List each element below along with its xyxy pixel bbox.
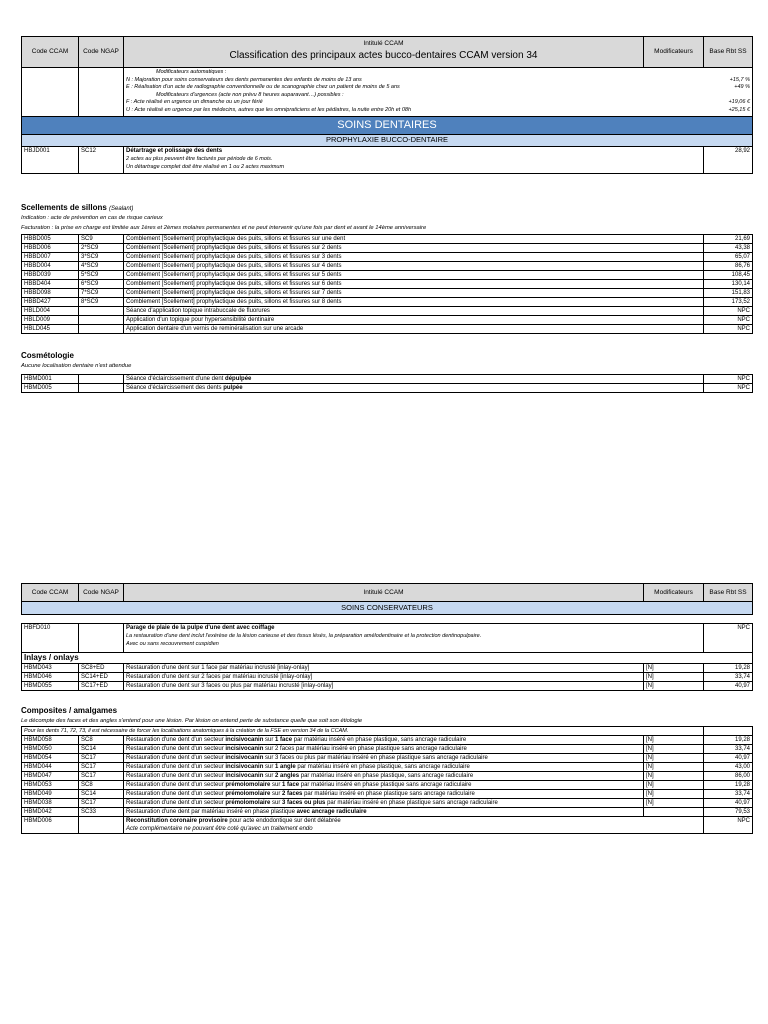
- code-ccam: HBMD046: [22, 673, 79, 682]
- code-ccam: HBMD054: [22, 754, 79, 763]
- intitule: Comblement [Scellement] prophylactique des puits, sillons et fissures sur 7 dents: [124, 289, 704, 298]
- code-ccam: HBBD427: [22, 298, 79, 307]
- code-ccam: HBLD045: [22, 325, 79, 334]
- page-title: Classification des principaux actes bucco-dentaires CCAM version 34: [229, 50, 538, 61]
- modificateur: [N]: [644, 772, 704, 781]
- table-row: [22, 799, 753, 808]
- base-value: 33,74: [704, 673, 753, 682]
- table-row: [22, 244, 753, 253]
- composites-note1: Le décompte des faces et des angles s'entend pour une lésion. Par lésion on entend perte de substance quelle que soit son étiologie: [21, 718, 363, 724]
- intitule: Comblement [Scellement] prophylactique des puits, sillons et fissures sur 5 dents: [124, 271, 704, 280]
- code-ccam: HBMD005: [22, 384, 79, 393]
- base-value: 108,45: [704, 271, 753, 280]
- composites-title: Composites / amalgames: [21, 706, 118, 715]
- code-ngap: SC17: [79, 754, 124, 763]
- code-ngap: 4*SC9: [79, 262, 124, 271]
- base-value: 19,28: [704, 664, 753, 673]
- intitule: Séance d'éclaircissement des dents pulpée: [124, 384, 704, 393]
- code-ngap: SC9: [79, 235, 124, 244]
- intitule: Restauration d'une dent d'un secteur incisivocanin sur 1 face par matériau inséré en phase plastique, sans ancrage radiculaire: [124, 736, 644, 745]
- scellements-facturation: Facturation : la prise en charge est limitée aux 1ères et 2èmes molaires permanentes et ne peut intervenir qu'une fois par dent et avant le 14ème anniversaire: [21, 225, 427, 231]
- modificateur: [N]: [644, 682, 704, 691]
- intitule: Restauration d'une dent d'un secteur incisivocanin sur 2 faces par matériau inséré en phase plastique sans ancrage radiculaire: [124, 745, 644, 754]
- col-modificateurs: Modificateurs: [644, 37, 704, 68]
- code-ngap: SC14: [79, 745, 124, 754]
- code-ngap: [79, 384, 124, 393]
- table-row: [22, 298, 753, 307]
- intitule: Comblement [Scellement] prophylactique des puits, sillons et fissures sur 6 dents: [124, 280, 704, 289]
- modificateur: [N]: [644, 736, 704, 745]
- base-value: 65,07: [704, 253, 753, 262]
- code-ngap: 6*SC9: [79, 280, 124, 289]
- scellements-table: [21, 234, 753, 334]
- code-ccam: HBBD004: [22, 262, 79, 271]
- intitule: Restauration d'une dent par matériau inséré en phase plastique avec ancrage radiculaire: [124, 808, 644, 817]
- base-value: 151,83: [704, 289, 753, 298]
- modificateur: [N]: [644, 754, 704, 763]
- base-value: 19,28: [704, 781, 753, 790]
- table-row: [22, 664, 753, 673]
- cosmetologie-note: Aucune localisation dentaire n'est attendue: [21, 363, 132, 369]
- code-ccam: HBMD058: [22, 736, 79, 745]
- base-value: 43,00: [704, 763, 753, 772]
- base-value: 33,74: [704, 745, 753, 754]
- table-row: [22, 375, 753, 384]
- scellements-title: Scellements de sillons (Sealant): [21, 203, 134, 212]
- code-ngap: [79, 375, 124, 384]
- intitule: Séance d'application topique intrabuccale de fluorures: [124, 307, 704, 316]
- code-ccam: HBMD053: [22, 781, 79, 790]
- intitule: Comblement [Scellement] prophylactique des puits, sillons et fissures sur 4 dents: [124, 262, 704, 271]
- base-value: NPC: [704, 375, 753, 384]
- table-row: [22, 808, 753, 817]
- table-row: [22, 772, 753, 781]
- modificateur: [644, 808, 704, 817]
- code-ngap: [79, 316, 124, 325]
- soins-dentaires-banner: SOINS DENTAIRES: [22, 116, 753, 134]
- scellements-indication: Indication : acte de prévention en cas de risque carieux: [21, 215, 163, 221]
- base-value: 40,97: [704, 799, 753, 808]
- intitule: Restauration d'une dent sur 1 face par matériau incrusté [inlay-onlay]: [124, 664, 644, 673]
- intitule: Séance d'éclaircissement d'une dent dépulpée: [124, 375, 704, 384]
- code-ccam: HBMD047: [22, 772, 79, 781]
- base-value: 86,76: [704, 262, 753, 271]
- code-ccam: HBBD098: [22, 289, 79, 298]
- modificateur: [N]: [644, 673, 704, 682]
- code-ngap: 3*SC9: [79, 253, 124, 262]
- intitule: Comblement [Scellement] prophylactique des puits, sillons et fissures sur une dent: [124, 235, 704, 244]
- code-ngap: SC14: [79, 790, 124, 799]
- base-value: 33,74: [704, 790, 753, 799]
- intitule: Restauration d'une dent sur 2 faces par matériau incrusté [inlay-onlay]: [124, 673, 644, 682]
- prophylaxie-banner: PROPHYLAXIE BUCCO-DENTAIRE: [22, 134, 753, 146]
- table-row: [22, 280, 753, 289]
- soins-conservateurs-banner: SOINS CONSERVATEURS: [22, 602, 753, 615]
- intitule: Restauration d'une dent d'un secteur prémolomolaire sur 3 faces ou plus par matériau inséré en phase plastique sans ancrage radiculaire: [124, 799, 644, 808]
- code-ngap: [79, 307, 124, 316]
- table-row: [22, 262, 753, 271]
- code-ccam: HBLD009: [22, 316, 79, 325]
- intitule: Application dentaire d'un vernis de reminéralisation sur une arcade: [124, 325, 704, 334]
- base-value: 173,52: [704, 298, 753, 307]
- modificateur: [N]: [644, 799, 704, 808]
- table-row: [22, 289, 753, 298]
- code-ngap: 5*SC9: [79, 271, 124, 280]
- modificateur: [N]: [644, 664, 704, 673]
- intitule: Restauration d'une dent d'un secteur prémolomolaire sur 2 faces par matériau inséré en phase plastique sans ancrage radiculaire: [124, 790, 644, 799]
- code-ccam: HBBD039: [22, 271, 79, 280]
- code-ngap: SC17: [79, 763, 124, 772]
- code-ngap: SC8+ED: [79, 664, 124, 673]
- table-row: [22, 235, 753, 244]
- table-row: [22, 790, 753, 799]
- base-value: 21,69: [704, 235, 753, 244]
- composites-note2: Pour les dents 71, 72, 73, il est nécessaire de forcer les localisations anatomiques à la création de la FSE en version 34 de la CCAM.: [22, 727, 704, 736]
- code-ccam: HBMD043: [22, 664, 79, 673]
- modificateur: [N]: [644, 790, 704, 799]
- intitule: Application d'un topique pour hypersensibilité dentinaire: [124, 316, 704, 325]
- code-ccam: HBBD006: [22, 244, 79, 253]
- modificateur: [N]: [644, 781, 704, 790]
- base-value: 79,53: [704, 808, 753, 817]
- intitule: Restauration d'une dent d'un secteur incisivocanin sur 1 angle par matériau inséré en phase plastique, sans ancrage radiculaire: [124, 763, 644, 772]
- main-table-bottom: Code CCAM Code NGAP Intitulé CCAM Modificateurs Base Rbt SS SOINS CONSERVATEURS HBFD010 Parage de plaie de la pulpe d'une dent avec coiffage La restauration d'une dent inclut l'exérèse de la lésion carieuse et des tissus lésés, la préparation amélodentinaire et la protection dentinopulpaire. Avec ou sans recouvrement cuspidien NPC Inlays / onlays HBMD043 SC8+ED Restauration d'une dent sur 1 face par matériau incrusté [inlay-onlay] [N] 19,28 HBMD046 SC14+ED Restauration d'une dent sur 2 faces par matériau incrusté [inlay-onlay] [N] 33,74 HBMD055 SC17+ED Restauration d'une dent sur 3 faces ou plus par matériau incrusté [inlay-onlay] [N] 40,97: [21, 583, 753, 691]
- modificateur: [N]: [644, 745, 704, 754]
- table-row: [22, 754, 753, 763]
- table-row: [22, 682, 753, 691]
- intitule: Comblement [Scellement] prophylactique des puits, sillons et fissures sur 2 dents: [124, 244, 704, 253]
- code-ngap: 7*SC9: [79, 289, 124, 298]
- intitule: Restauration d'une dent d'un secteur incisivocanin sur 2 angles par matériau inséré en phase plastique, sans ancrage radiculaire: [124, 772, 644, 781]
- table-row: [22, 316, 753, 325]
- table-row: HBMD006 Reconstitution coronaire provisoire pour acte endodontique sur dent délabrée Acte complémentaire ne pouvant être coté qu'avec un traitement endo NPC: [22, 817, 753, 834]
- base-value: 40,97: [704, 754, 753, 763]
- code-ccam: HBMD049: [22, 790, 79, 799]
- code-ngap: [79, 325, 124, 334]
- code-ccam: HBBD404: [22, 280, 79, 289]
- intitule: Restauration d'une dent sur 3 faces ou plus par matériau incrusté [inlay-onlay]: [124, 682, 644, 691]
- code-ccam: HBMD055: [22, 682, 79, 691]
- col-base-rbt: Base Rbt SS: [704, 37, 753, 68]
- code-ccam: HBBD005: [22, 235, 79, 244]
- modificateur: [N]: [644, 763, 704, 772]
- base-value: 19,28: [704, 736, 753, 745]
- composites-table: [21, 726, 753, 834]
- table-row: [22, 253, 753, 262]
- prophylaxie-row: HBJD001 SC12 Détartrage et polissage des dents 2 actes au plus peuvent être facturés par période de 6 mois. Un détartrage complet doit être réalisé en 1 ou 2 actes maximum 28,92: [22, 146, 753, 173]
- table-row: [22, 763, 753, 772]
- intitule: Comblement [Scellement] prophylactique des puits, sillons et fissures sur 8 dents: [124, 298, 704, 307]
- code-ngap: SC8: [79, 781, 124, 790]
- code-ccam: HBMD044: [22, 763, 79, 772]
- code-ngap: 2*SC9: [79, 244, 124, 253]
- intitule: Comblement [Scellement] prophylactique des puits, sillons et fissures sur 3 dents: [124, 253, 704, 262]
- code-ccam: HBMD042: [22, 808, 79, 817]
- code-ngap: SC17: [79, 772, 124, 781]
- code-ngap: SC14+ED: [79, 673, 124, 682]
- code-ngap: SC8: [79, 736, 124, 745]
- code-ccam: HBMD001: [22, 375, 79, 384]
- cosmetologie-title: Cosmétologie: [21, 351, 74, 360]
- intitule: Restauration d'une dent d'un secteur prémolomolaire sur 1 face par matériau inséré en phase plastique sans ancrage radiculaire: [124, 781, 644, 790]
- code-ngap: SC17+ED: [79, 682, 124, 691]
- base-value: 130,14: [704, 280, 753, 289]
- modifiers-row: Modificateurs automatiques : N : Majoration pour soins conservateurs des dents permanentes des enfants de moins de 13 ans +15,7 % E : Réalisation d'un acte de radiographie conventionnelle ou de scanographie chez un patient de moins de 5 ans +49 % Modificateurs d'urgences (acte non prévu 8 heures auparavant…) possibles : F : Acte réalisé en urgence un dimanche ou un jour férié +19,06 € U : Acte réalisé en urgence par les médecins, autres que les omnipraticiens et les pédiatres, la nuite entre 20h et 08h +25,15 €: [22, 68, 753, 117]
- code-ngap: 8*SC9: [79, 298, 124, 307]
- intitule: Restauration d'une dent d'un secteur incisivocanin sur 3 faces ou plus par matériau inséré en phase plastique sans ancrage radiculaire: [124, 754, 644, 763]
- code-ccam: HBMD050: [22, 745, 79, 754]
- code-ngap: SC17: [79, 799, 124, 808]
- code-ngap: SC33: [79, 808, 124, 817]
- col-code-ccam: Code CCAM: [22, 37, 79, 68]
- base-value: NPC: [704, 384, 753, 393]
- code-ccam: HBBD007: [22, 253, 79, 262]
- coiffage-row: HBFD010 Parage de plaie de la pulpe d'une dent avec coiffage La restauration d'une dent inclut l'exérèse de la lésion carieuse et des tissus lésés, la préparation amélodentinaire et la protection dentinopulpaire. Avec ou sans recouvrement cuspidien NPC: [22, 624, 753, 653]
- base-value: NPC: [704, 325, 753, 334]
- table-row: [22, 745, 753, 754]
- code-ccam: HBLD004: [22, 307, 79, 316]
- table-row: [22, 736, 753, 745]
- base-value: 40,97: [704, 682, 753, 691]
- code-ccam: HBMD038: [22, 799, 79, 808]
- table-row: [22, 325, 753, 334]
- table-row: [22, 307, 753, 316]
- table-row: [22, 271, 753, 280]
- base-value: NPC: [704, 307, 753, 316]
- base-value: 43,38: [704, 244, 753, 253]
- base-value: NPC: [704, 316, 753, 325]
- base-value: 86,00: [704, 772, 753, 781]
- col-intitule: Intitulé CCAM Classification des principaux actes bucco-dentaires CCAM version 34: [124, 37, 644, 68]
- table-row: [22, 384, 753, 393]
- table-row: [22, 781, 753, 790]
- inlays-title: Inlays / onlays: [22, 653, 753, 664]
- main-table-top: [21, 36, 753, 174]
- cosmetologie-table: [21, 374, 753, 393]
- table-row: [22, 673, 753, 682]
- col-code-ngap: Code NGAP: [79, 37, 124, 68]
